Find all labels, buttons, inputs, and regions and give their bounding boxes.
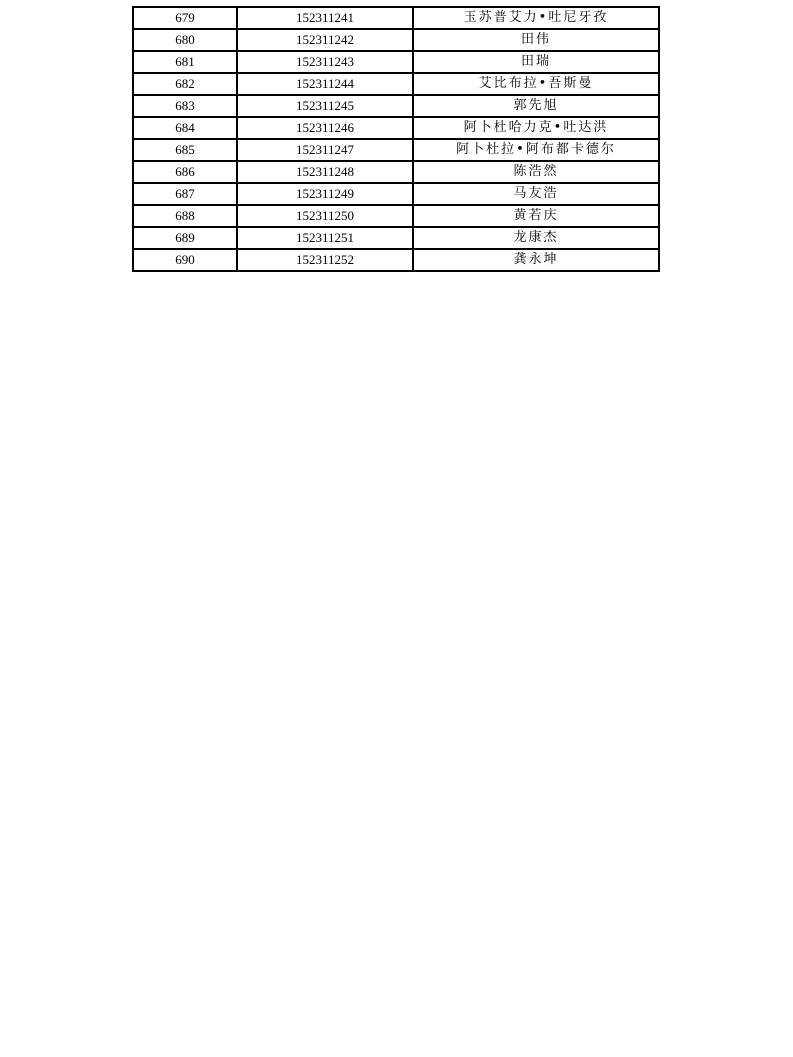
row-index-cell: 683: [133, 95, 237, 117]
row-id-cell: 152311243: [237, 51, 413, 73]
row-name-cell: 黄若庆: [413, 205, 659, 227]
table-row: [133, 95, 659, 117]
table-row: [133, 183, 659, 205]
row-name-cell: 郭先旭: [413, 95, 659, 117]
row-name-cell: 玉苏普艾力•吐尼牙孜: [413, 7, 659, 29]
row-index-cell: 688: [133, 205, 237, 227]
row-name-cell: 陈浩然: [413, 161, 659, 183]
row-id-cell: 152311246: [237, 117, 413, 139]
row-name-cell: 龚永坤: [413, 249, 659, 271]
row-name-cell: 龙康杰: [413, 227, 659, 249]
table-row: [133, 73, 659, 95]
row-index-cell: 680: [133, 29, 237, 51]
table-row: [133, 249, 659, 271]
row-index-cell: 684: [133, 117, 237, 139]
row-name-cell: 田瑞: [413, 51, 659, 73]
row-index-cell: 685: [133, 139, 237, 161]
row-id-cell: 152311244: [237, 73, 413, 95]
table-row: [133, 139, 659, 161]
row-id-cell: 152311249: [237, 183, 413, 205]
row-index-cell: 679: [133, 7, 237, 29]
row-index-cell: 681: [133, 51, 237, 73]
row-index-cell: 690: [133, 249, 237, 271]
row-id-cell: 152311250: [237, 205, 413, 227]
table-row: [133, 51, 659, 73]
row-id-cell: 152311241: [237, 7, 413, 29]
row-id-cell: 152311245: [237, 95, 413, 117]
table-row: [133, 205, 659, 227]
row-index-cell: 689: [133, 227, 237, 249]
table-row: [133, 117, 659, 139]
table-row: [133, 7, 659, 29]
roster-table: [132, 6, 660, 272]
row-index-cell: 686: [133, 161, 237, 183]
row-name-cell: 艾比布拉•吾斯曼: [413, 73, 659, 95]
row-index-cell: 682: [133, 73, 237, 95]
table-row: [133, 29, 659, 51]
table-row: [133, 161, 659, 183]
row-id-cell: 152311242: [237, 29, 413, 51]
row-name-cell: 马友浩: [413, 183, 659, 205]
row-id-cell: 152311248: [237, 161, 413, 183]
table-row: [133, 227, 659, 249]
row-index-cell: 687: [133, 183, 237, 205]
row-id-cell: 152311247: [237, 139, 413, 161]
row-name-cell: 阿卜杜哈力克•吐达洪: [413, 117, 659, 139]
roster-table-body: [133, 7, 659, 271]
row-name-cell: 阿卜杜拉•阿布都卡德尔: [413, 139, 659, 161]
row-id-cell: 152311252: [237, 249, 413, 271]
row-name-cell: 田伟: [413, 29, 659, 51]
row-id-cell: 152311251: [237, 227, 413, 249]
